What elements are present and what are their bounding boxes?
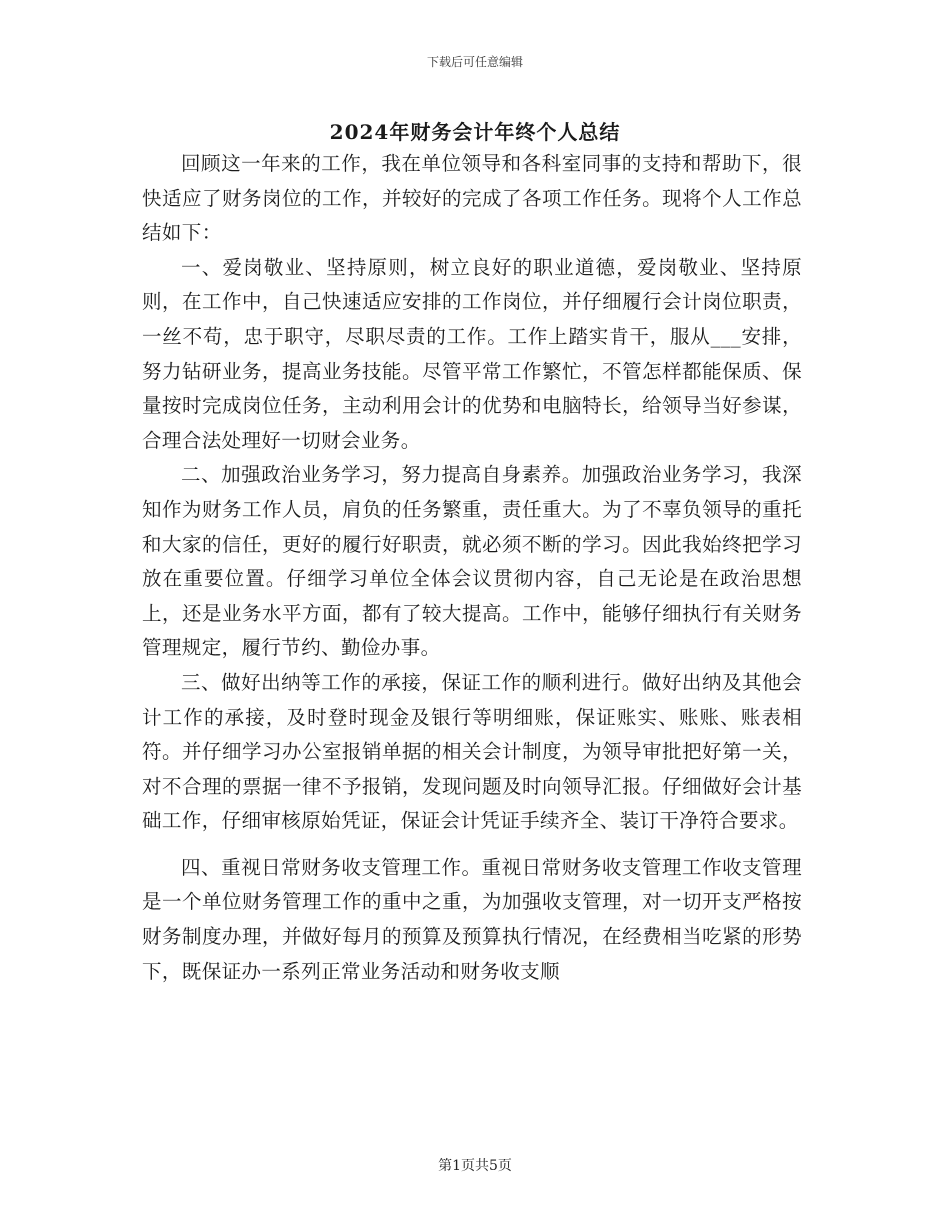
document-body (142, 147, 802, 989)
paragraph-section-3: 三、做好出纳等工作的承接，保证工作的顺利进行。做好出纳及其他会计工作的承接，及时登时现金及银行等明细账，保证账实、账账、账表相符。并仔细学习办公室报销单据的相关会计制度，为领导审批把好第一关，对不合理的票据一律不予报销，发现问题及时向领导汇报。仔细做好会计基础工作，仔细审核原始凭证，保证会计凭证手续齐全、装订干净符合要求。 (142, 670, 802, 833)
paragraph-intro: 回顾这一年来的工作，我在单位领导和各科室同事的支持和帮助下，很快适应了财务岗位的工作，并较好的完成了各项工作任务。现将个人工作总结如下： (142, 152, 802, 245)
document-title: 2024年财务会计年终个人总结 (329, 120, 621, 144)
page-number: 第1页共5页 (438, 1158, 512, 1174)
paragraph-section-1: 一、爱岗敬业、坚持原则，树立良好的职业道德，爱岗敬业、坚持原则，在工作中，自己快速适应安排的工作岗位，并仔细履行会计岗位职责，一丝不苟，忠于职守，尽职尽责的工作。工作上踏实肯干，服从___安排，努力钻研业务，提高业务技能。尽管平常工作繁忙，不管怎样都能保质、保量按时完成岗位任务，主动利用会计的优势和电脑特长，给领导当好参谋，合理合法处理好一切财会业务。 (142, 255, 802, 452)
paragraph-section-4: 四、重视日常财务收支管理工作。重视日常财务收支管理工作收支管理是一个单位财务管理工作的重中之重，为加强收支管理，对一切开支严格按财务制度办理，并做好每月的预算及预算执行情况，在经费相当吃紧的形势下，既保证办一系列正常业务活动和财务收支顺 (142, 855, 802, 983)
paragraph-section-2: 二、加强政治业务学习，努力提高自身素养。加强政治业务学习，我深知作为财务工作人员，肩负的任务繁重，责任重大。为了不辜负领导的重托和大家的信任，更好的履行好职责，就必须不断的学习。因此我始终把学习放在重要位置。仔细学习单位全体会议贯彻内容，自己无论是在政治思想上，还是业务水平方面，都有了较大提高。工作中，能够仔细执行有关财务管理规定，履行节约、勤俭办事。 (142, 463, 802, 660)
header-note: 下载后可任意编辑 (426, 55, 523, 69)
